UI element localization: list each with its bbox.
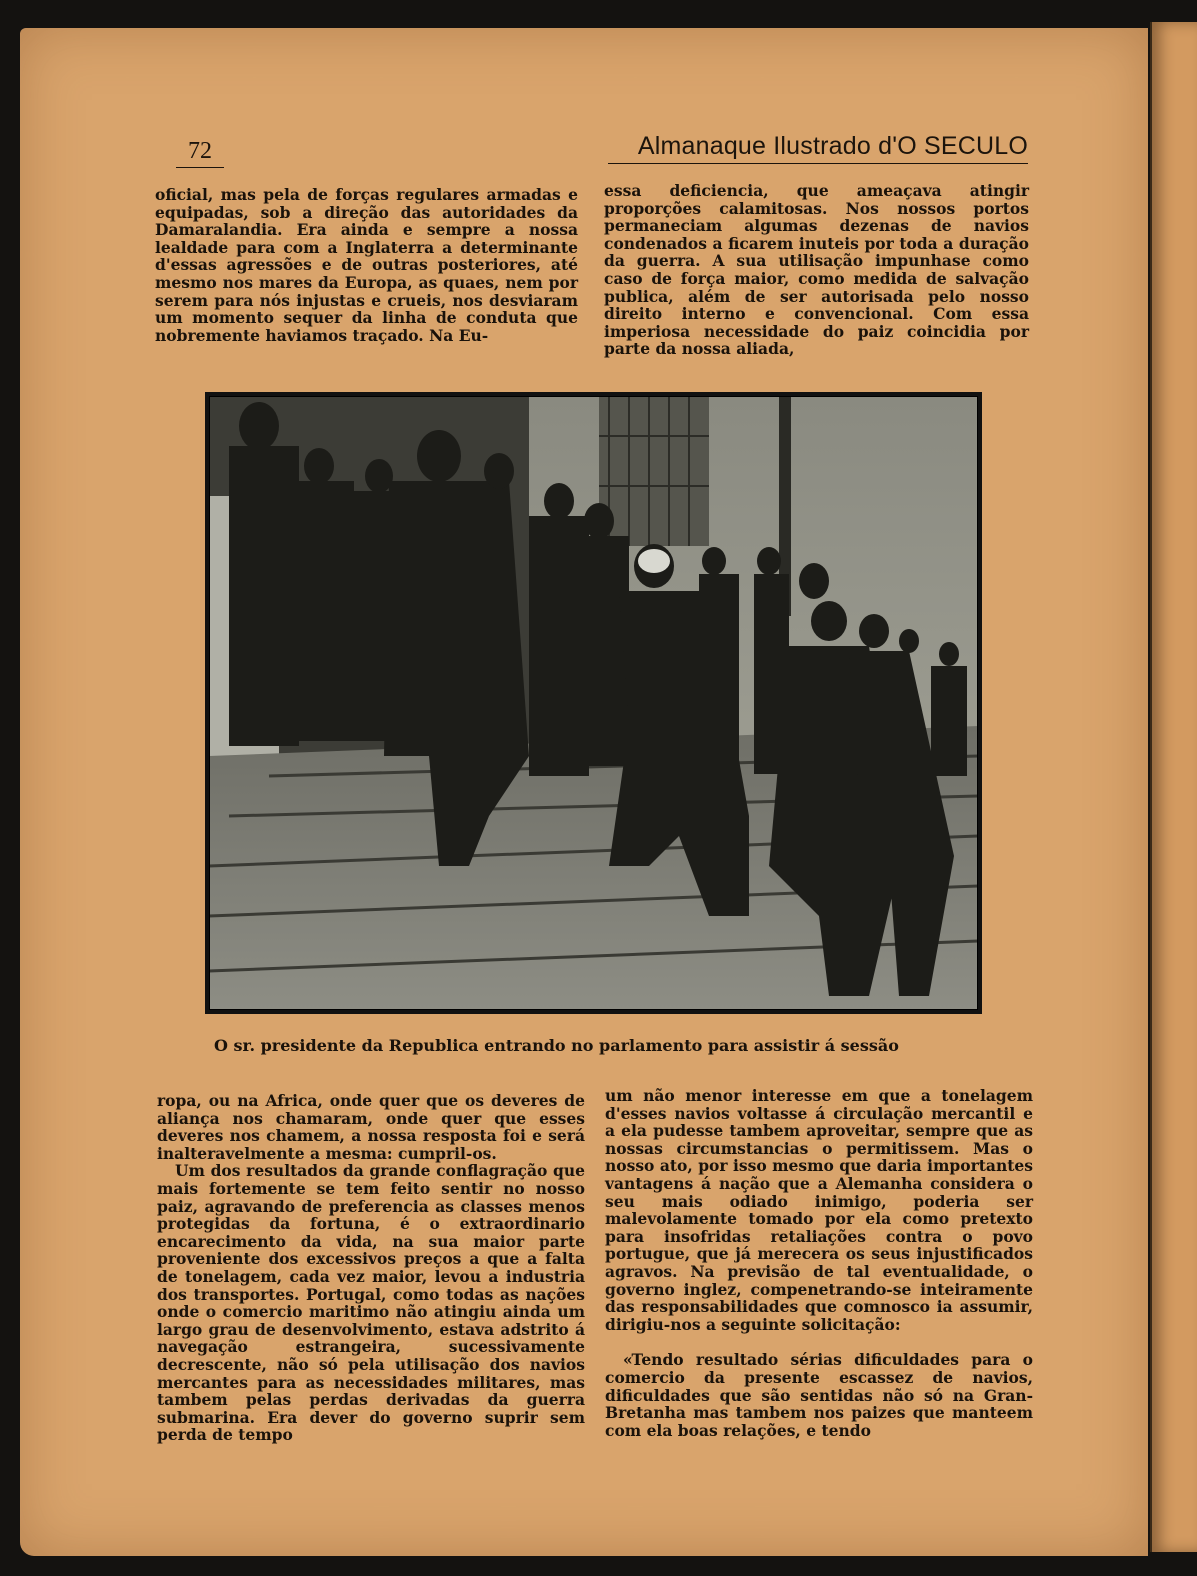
text-column-top-right: [604, 182, 1029, 358]
paragraph: essa deficiencia, que ameaçava atingir proporções calamitosas. Nos nossos portos permaneciam algumas dezenas de navios condenados a ficarem inuteis por toda a duração da guerra. A sua utilisação impunhase como caso de força maior, como medida de salvação publica, além de ser autorisada pelo nosso direito interno e convencional. Com essa imperiosa necessidade do paiz coincidia por parte da nossa aliada,: [604, 181, 1029, 359]
text-column-bottom-left: [157, 1092, 585, 1444]
paragraph: ropa, ou na Africa, onde quer que os deveres de aliança nos chamaram, onde quer que esses deveres nos chamem, a nossa resposta foi e será inalteravelmente a mesma: cumpril-os.: [157, 1091, 585, 1163]
text-column-top-left: [155, 186, 578, 344]
page-number: 72: [176, 138, 224, 168]
paragraph: Um dos resultados da grande conflagração que mais fortemente se tem feito sentir no nosso paiz, agravando de preferencia as classes menos protegidas da fortuna, é o extraordinario encarecimento da vida, na sua maior parte proveniente dos excessivos preços a que a falta de tonelagem, cada vez maior, levou a industria dos transportes. Portugal, como todas as nações onde o comercio maritimo não atingiu ainda um largo grau de desenvolvimento, estava adstrito á navegação estrangeira, sucessivamente decrescente, não só pela utilisação dos navios mercantes para as necessidades militares, mas tambem pelas perdas derivadas da guerra submarina. Era dever do governo suprir sem perda de tempo: [157, 1161, 585, 1445]
photo-caption: O sr. presidente da Republica entrando no parlamento para assistir á sessão: [214, 1036, 899, 1055]
paragraph: «Tendo resultado sérias dificuldades para o comercio da presente escassez de navios, dificuldades que são sentidas não só na Gran-Bretanha mas tambem nos paizes que manteem com ela boas relações, e tendo: [605, 1350, 1033, 1440]
paragraph: oficial, mas pela de forças regulares armadas e equipadas, sob a direção das autoridades da Damaralandia. Era ainda e sempre a nossa lealdade para com a Inglaterra a determinante d'essas agressões e de outras posteriores, até mesmo nos mares da Europa, as quaes, nem por serem para nós injustas e crueis, nos desviaram um momento sequer da linha de conduta que nobremente haviamos traçado. Na Eu-: [155, 185, 578, 345]
photo-president-entering-parliament: [209, 396, 978, 1010]
photograph: [205, 392, 982, 1014]
paragraph: um não menor interesse em que a tonelagem d'esses navios voltasse á circulação mercantil e a ela pudesse tambem aproveitar, sempre que as nossas circumstancias o permitissem. Mas o nosso ato, por isso mesmo que daria importantes vantagens á nação que a Alemanha considera o seu mais odiado inimigo, poderia ser malevolamente tomado por ela como pretexto para insofridas retaliações contra o povo portugue, que já merecera os seus injustificados agravos. Na previsão de tal eventualidade, o governo inglez, compenetrando-se inteiramente das responsabilidades que comnosco ia assumir, dirigiu-nos a seguinte solicitação:: [605, 1086, 1033, 1334]
facing-page-edge: [1150, 22, 1197, 1552]
text-column-bottom-right: [605, 1087, 1033, 1439]
running-title: Almanaque Ilustrado d'O SECULO: [608, 132, 1028, 164]
